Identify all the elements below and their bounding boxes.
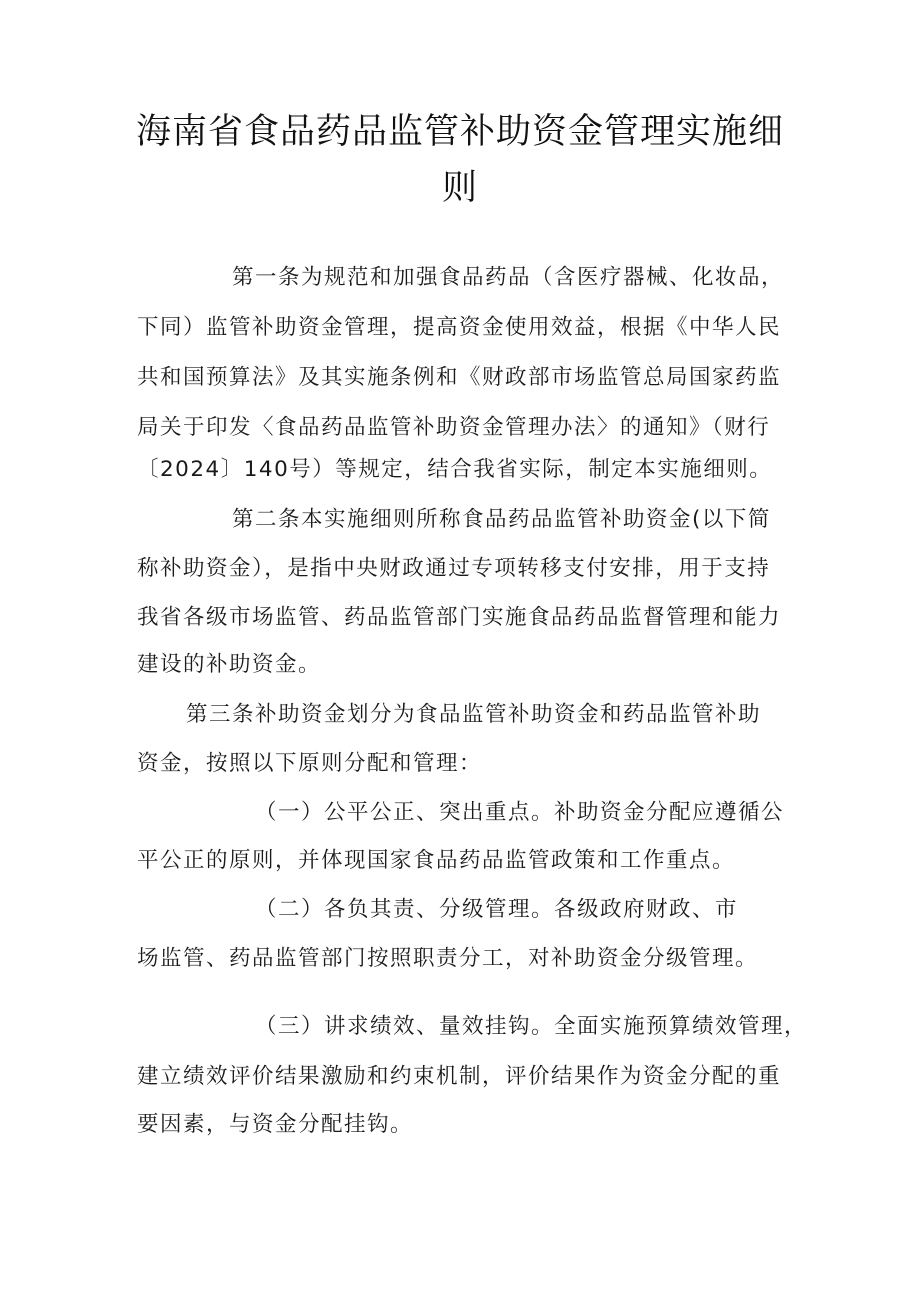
- principle-2-line-1: （二）各负其责、分级管理。各级政府财政、市: [255, 897, 739, 922]
- document-title-line-1: 海南省食品药品监管补助资金管理实施细: [135, 112, 784, 152]
- principle-1-line-2: 平公正的原则，并体现国家食品药品监管政策和工作重点。: [137, 848, 736, 873]
- principle-3-line-3: 要因素，与资金分配挂钩。: [137, 1112, 414, 1137]
- article-2-line-1: 第二条本实施细则所称食品药品监管补助资金(以下简: [232, 507, 771, 532]
- article-2-line-2: 称补助资金），是指中央财政通过专项转移支付安排，用于支持: [137, 556, 771, 581]
- article-3-line-2: 资金，按照以下原则分配和管理：: [137, 751, 483, 776]
- article-2-line-4: 建设的补助资金。: [137, 652, 322, 677]
- article-1-line-4: 局关于印发〈食品药品监管补助资金管理办法〉的通知》（财行: [137, 415, 771, 440]
- article-1-line-1: 第一条为规范和加强食品药品（含医疗器械、化妆品，: [232, 265, 785, 290]
- article-3-line-1: 第三条补助资金划分为食品监管补助资金和药品监管补助: [186, 702, 762, 727]
- principle-3-line-2: 建立绩效评价结果激励和约束机制，评价结果作为资金分配的重: [137, 1064, 782, 1089]
- article-2-line-3: 我省各级市场监管、药品监管部门实施食品药品监督管理和能力: [137, 605, 782, 630]
- principle-3-line-1: （三）讲求绩效、量效挂钩。全面实施预算绩效管理，: [255, 1014, 808, 1039]
- article-1-line-5: 〔2024〕140号）等规定，结合我省实际，制定本实施细则。: [137, 457, 773, 482]
- article-1-line-2: 下同）监管补助资金管理，提高资金使用效益，根据《中华人民: [137, 315, 782, 340]
- document-title-line-2: 则: [441, 168, 478, 208]
- principle-2-line-2: 场监管、药品监管部门按照职责分工，对补助资金分级管理。: [137, 946, 759, 971]
- principle-1-line-1: （一）公平公正、突出重点。补助资金分配应遵循公: [255, 800, 785, 825]
- article-1-line-3: 共和国预算法》及其实施条例和《财政部市场监管总局国家药监: [137, 365, 782, 390]
